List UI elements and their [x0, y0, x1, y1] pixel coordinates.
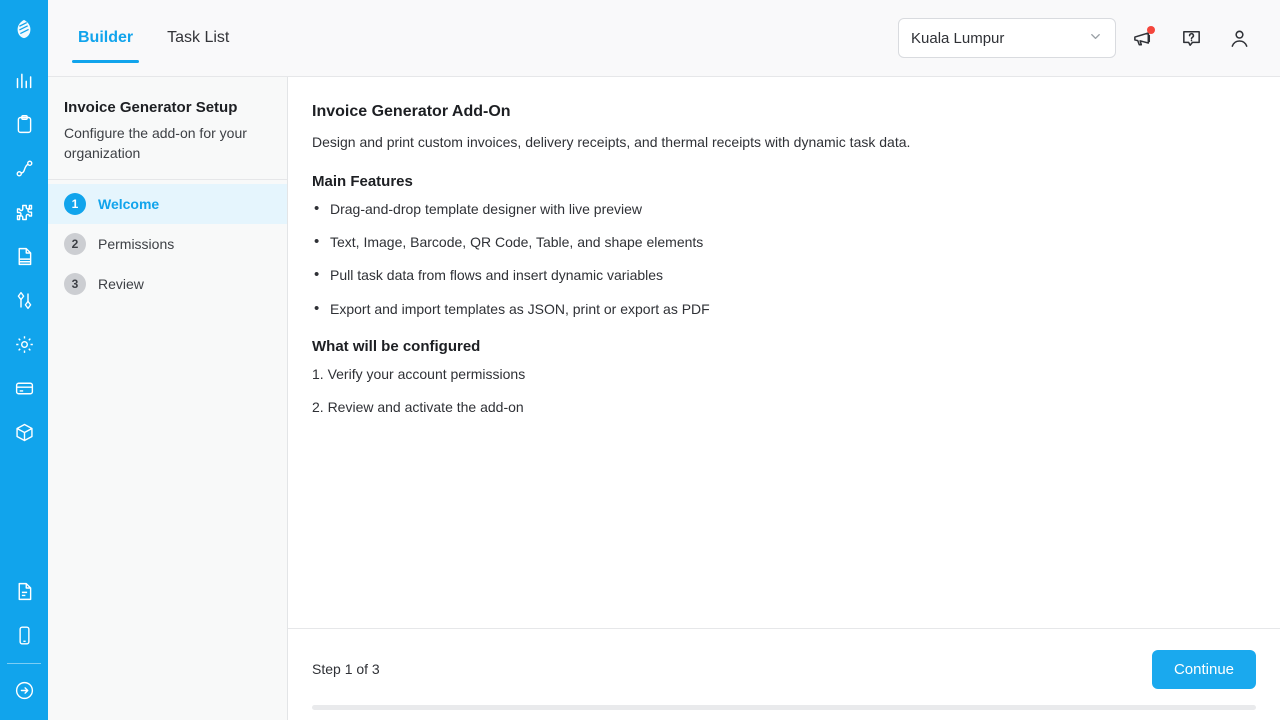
- top-bar-actions: [898, 17, 1260, 59]
- step-number-badge: 3: [64, 273, 86, 295]
- setup-subtitle: Configure the add-on for your organization: [64, 125, 247, 162]
- main-area: [48, 0, 1280, 720]
- rail-item-settings[interactable]: [0, 322, 48, 366]
- step-item-label: Permissions: [98, 236, 175, 253]
- step-item-label: Welcome: [98, 196, 160, 213]
- rail-item-inventory[interactable]: [0, 410, 48, 454]
- page-title: Invoice Generator Add-On: [312, 103, 511, 120]
- configured-heading: What will be configured: [312, 337, 481, 355]
- configured-item: 1. Verify your account permissions: [312, 365, 526, 382]
- configured-list: [312, 365, 1256, 416]
- wizard-footer: [288, 628, 1280, 720]
- mobile-icon: [14, 625, 35, 646]
- account-button[interactable]: [1218, 17, 1260, 59]
- chevron-down-icon: [1088, 29, 1103, 48]
- tab-task-list[interactable]: [153, 0, 243, 77]
- tab-builder-label: Builder: [78, 29, 134, 46]
- bar-chart-icon: [14, 70, 35, 91]
- location-select[interactable]: [898, 18, 1116, 58]
- rail-icon-list: [0, 58, 48, 454]
- document-stack-icon: [14, 246, 35, 267]
- app-logo[interactable]: [0, 0, 48, 58]
- box-icon: [14, 422, 35, 443]
- left-nav-rail: [0, 0, 48, 720]
- configured-item: 2. Review and activate the add-on: [312, 398, 524, 415]
- transfer-arrows-icon: [14, 290, 35, 311]
- step-item-permissions[interactable]: [48, 224, 287, 264]
- logout-arrow-icon: [14, 680, 35, 701]
- location-select-value: Kuala Lumpur: [911, 29, 1005, 47]
- rail-item-documents[interactable]: [0, 234, 48, 278]
- step-number-badge: 2: [64, 233, 86, 255]
- rail-item-tasks[interactable]: [0, 102, 48, 146]
- setup-sidebar-header: [48, 77, 287, 180]
- feature-item: • Drag-and-drop template designer with live preview: [312, 200, 1256, 218]
- footer-row: [312, 647, 1256, 691]
- page-description: Design and print custom invoices, delivery receipts, and thermal receipts with dynamic task data.: [312, 134, 911, 150]
- progress-bar: [312, 705, 1256, 710]
- tab-task-list-label: Task List: [167, 29, 230, 46]
- main-features-heading: Main Features: [312, 173, 413, 190]
- rail-item-analytics[interactable]: [0, 58, 48, 102]
- step-item-review[interactable]: [48, 264, 287, 304]
- feature-item: • Pull task data from flows and insert dynamic variables: [312, 266, 1256, 284]
- route-icon: [14, 158, 35, 179]
- help-button[interactable]: [1170, 17, 1212, 59]
- leaf-logo-icon: [13, 18, 35, 40]
- rail-item-logout[interactable]: [0, 668, 48, 712]
- announcements-button[interactable]: [1122, 17, 1164, 59]
- rail-bottom-group: [0, 569, 48, 720]
- clipboard-icon: [14, 114, 35, 135]
- rail-item-mobile-app[interactable]: [0, 613, 48, 657]
- tab-builder[interactable]: [64, 0, 147, 77]
- setup-title: Invoice Generator Setup: [64, 99, 238, 116]
- rail-item-addons[interactable]: [0, 190, 48, 234]
- help-icon: [1180, 27, 1203, 50]
- step-number-badge: 1: [64, 193, 86, 215]
- top-bar: [48, 0, 1280, 77]
- step-counter: Step 1 of 3: [312, 661, 380, 677]
- person-icon: [1228, 27, 1251, 50]
- rail-item-flows[interactable]: [0, 146, 48, 190]
- rail-item-billing[interactable]: [0, 366, 48, 410]
- content-body: [48, 77, 1280, 720]
- rail-divider: [7, 663, 41, 664]
- credit-card-icon: [14, 378, 35, 399]
- main-features-list: [312, 200, 1256, 318]
- file-text-icon: [14, 581, 35, 602]
- gear-icon: [14, 334, 35, 355]
- step-item-welcome[interactable]: [48, 184, 287, 224]
- puzzle-icon: [14, 202, 35, 223]
- setup-sidebar: [48, 77, 288, 720]
- step-content-panel: [288, 77, 1280, 720]
- rail-item-reports[interactable]: [0, 569, 48, 613]
- feature-item: • Export and import templates as JSON, print or export as PDF: [312, 300, 1256, 318]
- continue-button[interactable]: Continue: [1152, 650, 1256, 689]
- welcome-step-content: [288, 77, 1280, 628]
- main-tabs: [48, 0, 249, 77]
- notification-badge: [1147, 26, 1155, 34]
- rail-item-transfers[interactable]: [0, 278, 48, 322]
- step-list: [48, 180, 287, 304]
- step-item-label: Review: [98, 276, 144, 293]
- feature-item: • Text, Image, Barcode, QR Code, Table, and shape elements: [312, 233, 1256, 251]
